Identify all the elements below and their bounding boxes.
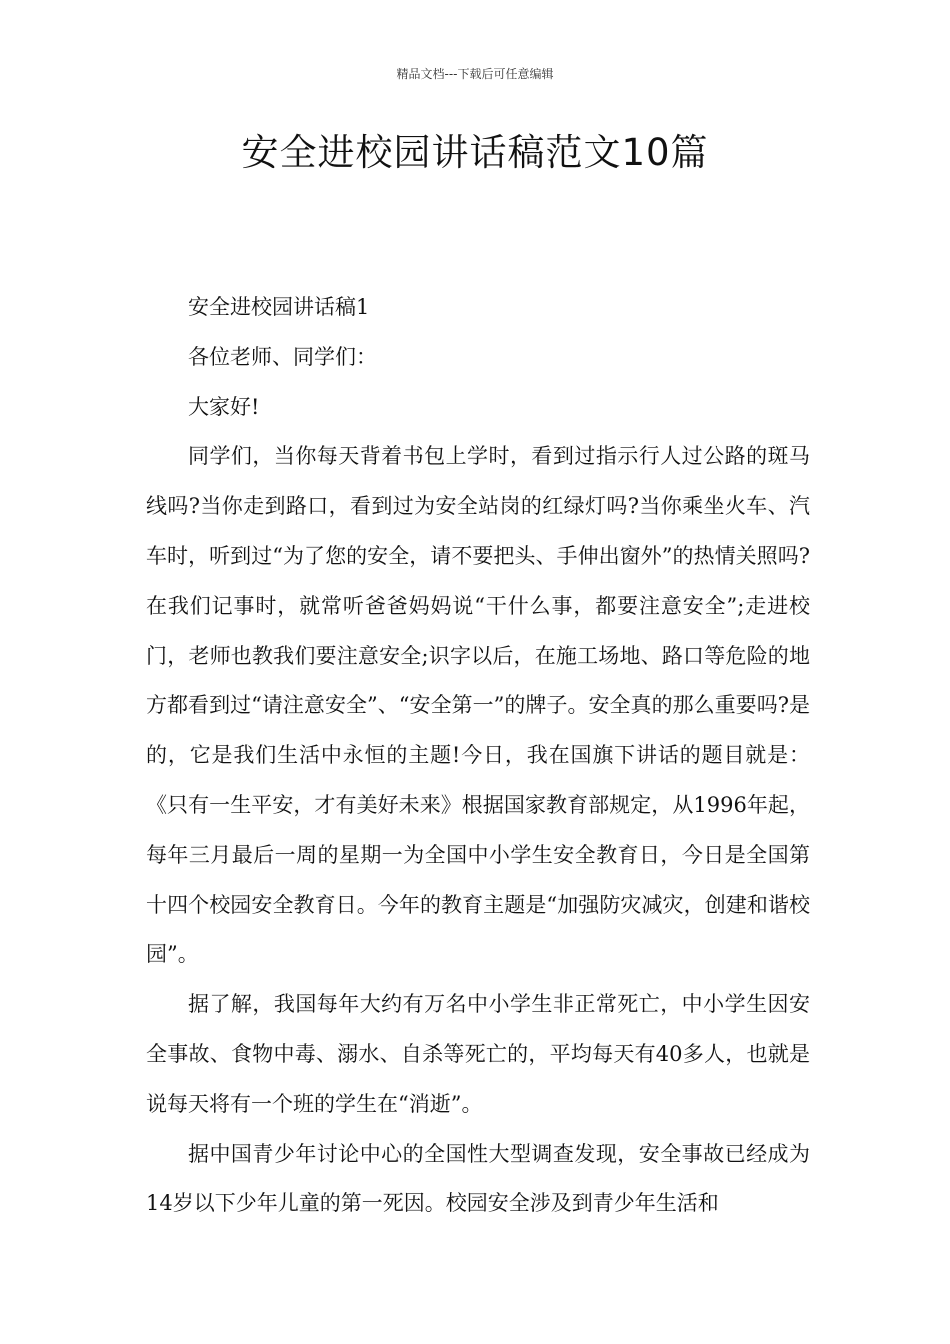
document-body (146, 283, 810, 1229)
salutation: 各位老师、同学们： (188, 344, 377, 369)
speech-heading: 安全进校园讲话稿1 (188, 295, 370, 319)
body-paragraph: 据中国青少年讨论中心的全国性大型调查发现，安全事故已经成为14岁以下少年儿童的第一死因。校园安全涉及到青少年生活和 (146, 1141, 810, 1216)
greeting: 大家好! (188, 394, 260, 419)
body-paragraph: 据了解，我国每年大约有万名中小学生非正常死亡，中小学生因安全事故、食物中毒、溺水、自杀等死亡的，平均每天有40多人，也就是说每天将有一个班的学生在“消逝”。 (146, 992, 810, 1116)
document-title: 安全进校园讲话稿范文10篇 (241, 131, 709, 174)
body-paragraph: 同学们，当你每天背着书包上学时，看到过指示行人过公路的斑马线吗?当你走到路口，看到过为安全站岗的红绿灯吗?当你乘坐火车、汽车时，听到过“为了您的安全，请不要把头、手伸出窗外”的热情关照吗?在我们记事时，就常听爸爸妈妈说“干什么事，都要注意安全”;走进校门，老师也教我们要注意安全;识字以后，在施工场地、路口等危险的地方都看到过“请注意安全”、“安全第一”的牌子。安全真的那么重要吗?是的，它是我们生活中永恒的主题!今日，我在国旗下讲话的题目就是：《只有一生平安，才有美好未来》根据国家教育部规定，从1996年起，每年三月最后一周的星期一为全国中小学生安全教育日，今日是全国第十四个校园安全教育日。今年的教育主题是“加强防灾减灾，创建和谐校园”。 (146, 444, 810, 967)
header-note: 精品文档---下载后可任意编辑 (396, 67, 554, 81)
